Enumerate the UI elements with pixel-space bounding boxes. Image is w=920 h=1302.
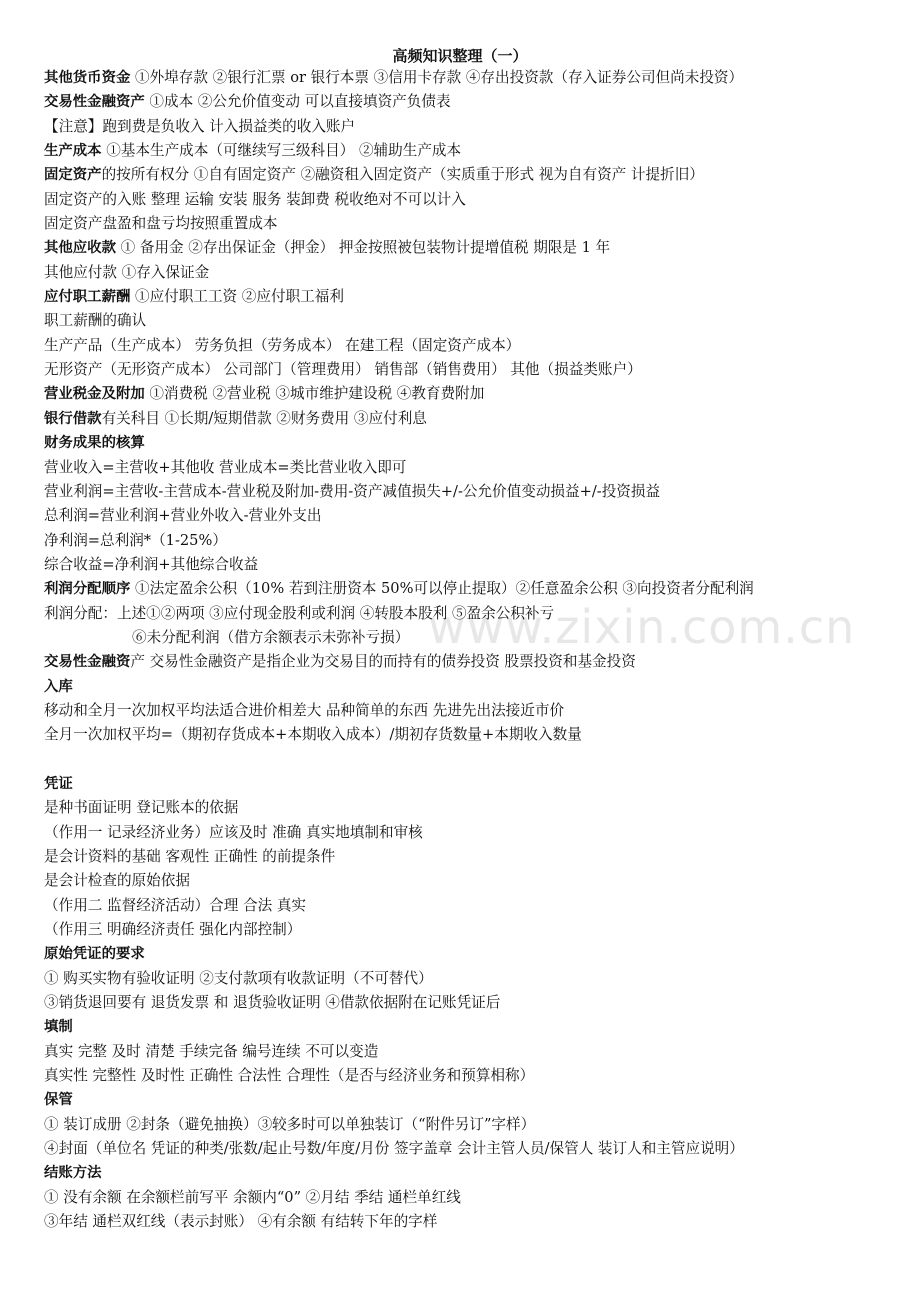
line-text: ①外埠存款 ②银行汇票 or 银行本票 ③信用卡存款 ④存出投资款（存入证券公司但尚未投资）	[130, 69, 744, 86]
line-text: ③销货退回要有 退货发票 和 退货验收证明 ④借款依据附在记账凭证后	[44, 994, 501, 1012]
text-line	[44, 261, 904, 285]
text-line	[44, 1210, 904, 1234]
text-line	[44, 869, 904, 893]
text-line	[44, 967, 904, 991]
line-text: 综合收益=净利润+其他综合收益	[44, 555, 259, 573]
section-heading	[44, 942, 904, 966]
text-line	[44, 163, 904, 187]
line-text: 有关科目 ①长期/短期借款 ②财务费用 ③应付利息	[101, 409, 427, 427]
line-text: （作用三 明确经济责任 强化内部控制）	[44, 921, 302, 939]
section-heading	[44, 1088, 904, 1112]
line-heading: 银行借款	[44, 410, 102, 427]
line-text: 是种书面证明 登记账本的依据	[44, 799, 239, 817]
line-heading: 保管	[44, 1092, 73, 1109]
line-text: ③年结 通栏双红线（表示封账） ④有余额 有结转下年的字样	[44, 1213, 438, 1231]
line-text: （作用一 记录经济业务）应该及时 准确 真实地填制和审核	[44, 823, 423, 841]
line-text: ①法定盈余公积（10% 若到注册资本 50%可以停止提取）②任意盈余公积 ③向投资者分配利润	[130, 580, 754, 598]
line-text: 固定资产的入账 整理 运输 安装 服务 装卸费 税收绝对不可以计入	[44, 190, 466, 208]
section-heading	[44, 431, 904, 455]
text-line	[44, 723, 904, 747]
section-heading	[44, 1015, 904, 1039]
text-line	[44, 602, 904, 626]
text-line	[44, 748, 904, 772]
text-line	[44, 115, 904, 139]
text-line	[44, 553, 904, 577]
text-line	[44, 1186, 904, 1210]
line-text: 职工薪酬的确认	[44, 312, 147, 330]
line-text: 是会计资料的基础 客观性 正确性 的前提条件	[44, 848, 336, 865]
line-heading: 交易性金融资	[44, 654, 131, 671]
line-heading: 入库	[44, 678, 73, 695]
line-text: ① 没有余额 在余额栏前写平 余额内“0” ②月结 季结 通栏单红线	[44, 1188, 461, 1206]
text-line	[44, 407, 904, 431]
text-line	[44, 188, 904, 212]
line-text: 营业收入=主营收+其他收 营业成本=类比营业收入即可	[44, 458, 407, 476]
text-line	[44, 236, 904, 260]
text-line	[44, 845, 904, 869]
section-heading	[44, 675, 904, 699]
text-line	[44, 480, 904, 504]
line-text: 全月一次加权平均=（期初存货成本+本期收入成本）/期初存货数量+本期收入数量	[44, 726, 582, 744]
line-heading: 利润分配顺序	[44, 581, 131, 598]
line-heading: 结账方法	[44, 1165, 102, 1182]
line-text: ①成本 ②公允价值变动 可以直接填资产负债表	[144, 93, 451, 111]
text-line	[44, 699, 904, 723]
text-line	[44, 1113, 904, 1137]
text-line	[44, 577, 904, 601]
text-line	[44, 796, 904, 820]
text-line	[44, 1064, 904, 1088]
line-text: 无形资产（无形资产成本） 公司部门（管理费用） 销售部（销售费用） 其他（损益类账户）	[44, 361, 642, 379]
line-text: 真实性 完整性 及时性 正确性 合法性 合理性（是否与经济业务和预算相称）	[44, 1067, 535, 1085]
line-text: 【注意】跑到费是负收入 计入损益类的收入账户	[44, 117, 356, 135]
text-line	[44, 309, 904, 333]
line-text: 其他应付款 ①存入保证金	[44, 263, 210, 281]
text-line	[44, 66, 904, 90]
text-line	[44, 285, 904, 309]
line-text: ① 备用金 ②存出保证金（押金） 押金按照被包装物计提增值税 期限是 1 年	[115, 239, 611, 257]
text-line	[44, 456, 904, 480]
text-line	[44, 504, 904, 528]
line-heading: 交易性金融资产	[44, 94, 145, 111]
line-text: （作用二 监督经济活动）合理 合法 真实	[44, 896, 307, 914]
text-line	[44, 90, 904, 114]
line-text: ①消费税 ②营业税 ③城市维护建设税 ④教育费附加	[144, 385, 485, 403]
line-text: ④封面（单位名 凭证的种类/张数/起止号数/年度/月份 签字盖章 会计主管人员/保管人 装订人和主管应说明）	[44, 1140, 744, 1158]
text-line	[44, 358, 904, 382]
text-line	[44, 894, 904, 918]
line-text: 总利润=营业利润+营业外收入-营业外支出	[44, 507, 322, 525]
line-heading: 填制	[44, 1019, 73, 1036]
text-line	[44, 382, 904, 406]
text-line	[44, 650, 904, 674]
line-text: 固定资产盘盈和盘亏均按照重置成本	[44, 215, 278, 233]
line-heading: 其他应收款	[44, 240, 116, 257]
text-line	[44, 821, 904, 845]
text-line	[44, 139, 904, 163]
line-heading: 其他货币资金	[44, 70, 131, 86]
text-line	[44, 626, 904, 650]
line-text: ①应付职工工资 ②应付职工福利	[130, 288, 344, 306]
line-text: ①基本生产成本（可继续写三级科目） ②辅助生产成本	[101, 142, 462, 160]
line-heading: 固定资产	[44, 167, 102, 184]
line-text: ① 购买实物有验收证明 ②支付款项有收款证明（不可替代）	[44, 969, 433, 987]
line-heading: 营业税金及附加	[44, 386, 145, 403]
section-heading	[44, 1161, 904, 1185]
section-heading	[44, 772, 904, 796]
text-line	[44, 991, 904, 1015]
line-text: 净利润=总利润*（1-25%）	[44, 531, 227, 549]
text-line	[44, 1040, 904, 1064]
document-body	[44, 66, 904, 1235]
line-text: ① 装订成册 ②封条（避免抽换）③较多时可以单独装订（“附件另订”字样）	[44, 1115, 536, 1133]
line-heading: 财务成果的核算	[44, 435, 145, 452]
text-line	[44, 918, 904, 942]
line-heading: 凭证	[44, 775, 73, 792]
line-heading: 生产成本	[44, 143, 102, 160]
line-text: 的按所有权分 ①自有固定资产 ②融资租入固定资产（实质重于形式 视为自有资产 计提折旧）	[101, 166, 704, 184]
line-text: 移动和全月一次加权平均法适合进价相差大 品种简单的东西 先进先出法接近市价	[44, 701, 565, 719]
line-text: 营业利润=主营收-主营成本-营业税及附加-费用-资产减值损失+/-公允价值变动损益+/-投资损益	[44, 482, 661, 500]
text-line	[44, 529, 904, 553]
line-heading: 应付职工薪酬	[44, 289, 131, 306]
line-text: ⑥未分配利润（借方余额表示未弥补亏损）	[132, 628, 410, 646]
line-text: 产 交易性金融资产是指企业为交易目的而持有的债券投资 股票投资和基金投资	[130, 653, 636, 671]
page-title: 高频知识整理（一）	[392, 47, 528, 65]
line-text: 是会计检查的原始依据	[44, 872, 190, 890]
line-heading: 原始凭证的要求	[44, 946, 145, 963]
text-line	[44, 1137, 904, 1161]
text-line	[44, 212, 904, 236]
line-text: 生产产品（生产成本） 劳务负担（劳务成本） 在建工程（固定资产成本）	[44, 336, 521, 354]
text-line	[44, 334, 904, 358]
watermark: www.zixin.com.cn	[428, 600, 856, 654]
line-text: 真实 完整 及时 清楚 手续完备 编号连续 不可以变造	[44, 1042, 379, 1060]
line-text: 利润分配：上述①②两项 ③应付现金股利或利润 ④转股本股利 ⑤盈余公积补亏	[44, 604, 555, 622]
